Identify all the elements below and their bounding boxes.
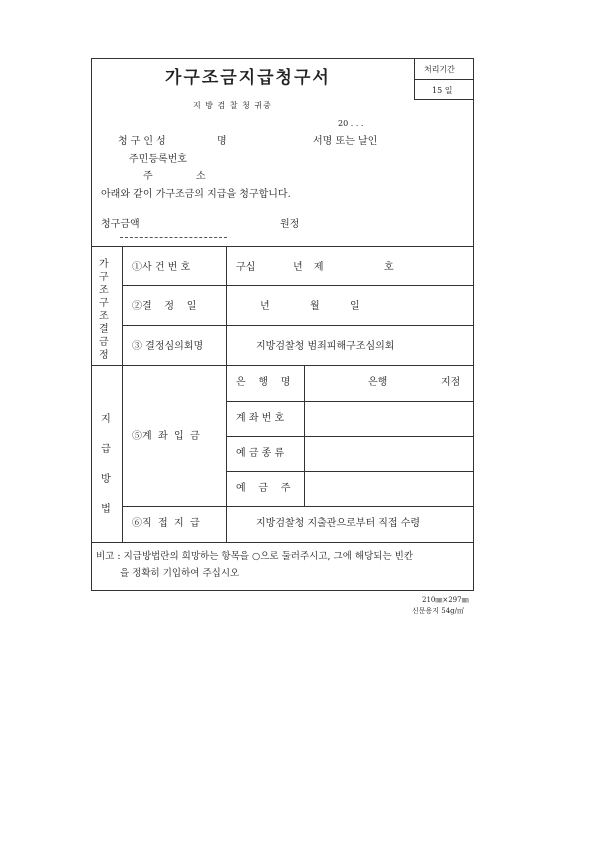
- amount-label: 청구금액: [101, 219, 140, 230]
- addressee: 지 방 검 찰 청 귀중: [193, 101, 272, 110]
- decision-date-part-2: 월: [310, 301, 320, 312]
- paper-size: 210㎜×297㎜: [422, 596, 469, 604]
- address-label-2: 소: [196, 171, 206, 182]
- note-line-2: 을 정확히 기입하여 주십시오: [120, 568, 240, 579]
- bank-name-label: 은 행 명: [236, 377, 291, 388]
- committee-value: 지방검찰청 범죄피해구조심의회: [256, 341, 395, 352]
- direct-payment-value: 지방검찰청 지출관으로부터 직접 수령: [256, 518, 421, 529]
- case-number-part-1: 구십: [236, 262, 256, 273]
- deposit-type-label: 예 금 종 류: [236, 448, 285, 459]
- processing-value: 15 일: [432, 86, 453, 95]
- form-title: 가구조금지급청구서: [165, 68, 331, 88]
- case-number-label: ①사 건 번 호: [132, 262, 191, 273]
- direct-payment-label: ⑥직 접 지 급: [132, 518, 200, 529]
- transfer-label: ⑤계 좌 입 금: [132, 431, 200, 442]
- decision-date-label: ②결 정 일: [132, 301, 197, 312]
- section-decision-label: 가구조구조결금정: [99, 259, 119, 361]
- request-text: 아래와 같이 가구조금의 지급을 청구합니다.: [101, 189, 291, 200]
- case-number-part-3: 호: [384, 262, 394, 273]
- sign-label: 서명 또는 날인: [313, 136, 378, 147]
- claimant-name-label-2: 명: [217, 136, 227, 147]
- amount-underline: [120, 237, 227, 238]
- account-holder-label: 예 금 주: [236, 483, 291, 494]
- case-number-part-2: 년 제: [293, 262, 324, 273]
- date-line: 20 . . .: [338, 119, 364, 128]
- section-payment-label: 지급방법: [101, 414, 111, 515]
- decision-date-part-1: 년: [260, 301, 270, 312]
- decision-date-part-3: 일: [350, 301, 360, 312]
- paper-type: 신문용지 54g/㎡: [412, 607, 465, 615]
- account-number-label: 계 좌 번 호: [236, 413, 285, 424]
- note-line-1: 비고 : 지급방법란의 희망하는 항목을 ○으로 둘러주시고, 그에 해당되는 빈칸: [96, 551, 413, 562]
- id-number-label: 주민등록번호: [129, 154, 187, 165]
- processing-label: 처리기간: [424, 65, 455, 74]
- bank-name-part-1: 은행: [368, 377, 388, 388]
- claimant-name-label: 청구인성: [118, 136, 169, 147]
- amount-unit: 원정: [280, 219, 300, 230]
- address-label-1: 주: [143, 171, 153, 182]
- bank-name-part-2: 지점: [441, 377, 461, 388]
- committee-label: ③ 결정심의회명: [132, 341, 204, 352]
